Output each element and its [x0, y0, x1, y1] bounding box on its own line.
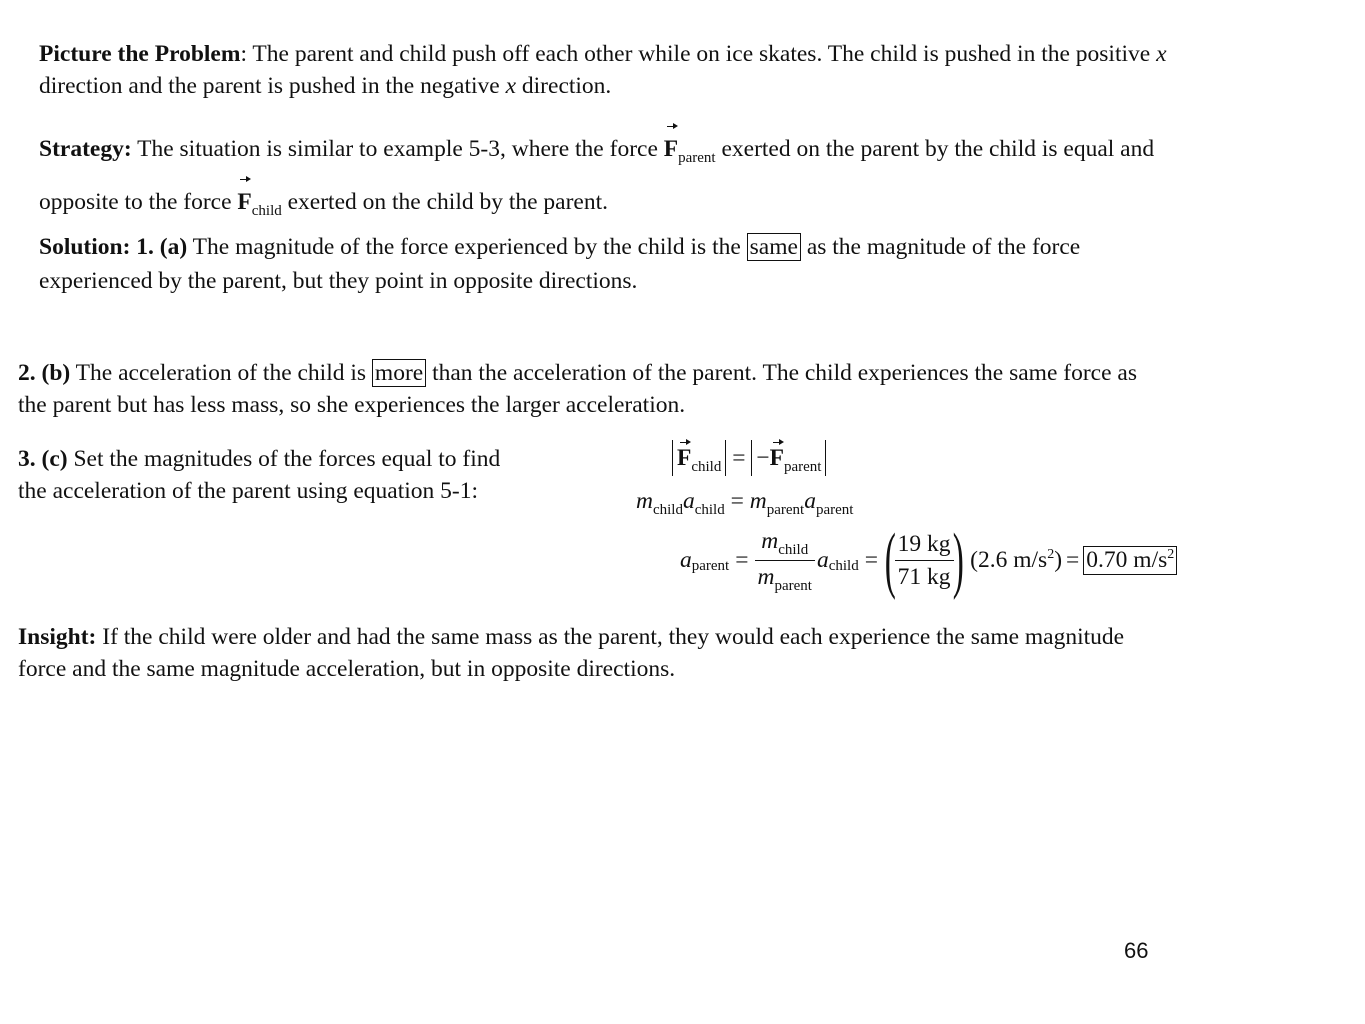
subscript-child: child [694, 502, 725, 518]
solution-paragraph [39, 230, 1349, 298]
mass-ratio-fraction [755, 527, 815, 594]
part-c-text-1: Set the magnitudes of the forces equal to find [67, 446, 501, 472]
acceleration-symbol: a [682, 488, 695, 514]
answer-box-same: same [747, 233, 801, 261]
fraction-denominator: 71 kg [897, 563, 951, 590]
subscript-parent: parent [678, 150, 716, 166]
page-number: 66 [1124, 938, 1149, 963]
mass-symbol: m [757, 563, 775, 590]
mass-symbol: m [761, 527, 779, 554]
result-value: 0.70 m/s [1086, 546, 1168, 573]
insight-label: Insight: [18, 624, 97, 650]
subscript-child: child [251, 203, 282, 219]
subscript-parent: parent [774, 577, 812, 594]
subscript-child: child [778, 541, 809, 558]
force-child-vector: F [677, 440, 691, 476]
subscript-parent: parent [784, 459, 822, 475]
insight-text-2: force and the same magnitude acceleration, but in opposite directions. [18, 656, 676, 682]
subscript-parent: parent [766, 502, 805, 518]
strategy-text-3: opposite to the force [39, 189, 238, 215]
force-parent-vector: F [770, 440, 784, 476]
strategy-text-1: The situation is similar to example 5-3, where the force [131, 136, 664, 162]
var-x: x [1156, 41, 1167, 67]
strategy-text-4: exerted on the child by the parent. [281, 189, 609, 215]
minus-sign: − [756, 445, 770, 471]
acceleration-symbol: a [804, 488, 816, 514]
strategy-label: Strategy: [39, 136, 132, 162]
mass-symbol: m [749, 488, 767, 514]
strategy-text-2: exerted on the parent by the child is equal and [715, 136, 1155, 162]
equals-sign: = [732, 445, 746, 471]
picture-problem-text-2: direction and the parent is pushed in the negative [39, 73, 506, 99]
force-parent-vector: F [664, 124, 678, 174]
part-b-paragraph [18, 357, 1348, 421]
var-x: x [505, 73, 517, 99]
strategy-paragraph [39, 124, 1349, 230]
subscript-child: child [691, 459, 722, 475]
acceleration-symbol: a [680, 546, 692, 573]
close-paren: ) [1054, 546, 1063, 573]
picture-problem-text-3: direction. [516, 73, 612, 99]
subscript-parent: parent [691, 557, 730, 574]
fraction-numerator [755, 527, 815, 561]
abs-force-parent [751, 440, 826, 476]
mass-symbol: m [636, 488, 653, 514]
left-paren: ( [884, 519, 896, 601]
equals-sign: = [1066, 546, 1080, 573]
given-acceleration-value: (2.6 m/s [970, 546, 1048, 573]
solution-label: Solution: 1. (a) [39, 234, 188, 260]
fraction-denominator [755, 561, 815, 594]
equals-sign: = [735, 546, 749, 573]
exponent: 2 [1047, 546, 1055, 562]
part-b-text-2: than the acceleration of the parent. The child experiences the same force as [426, 360, 1137, 386]
solution-text-1: The magnitude of the force experienced by the child is the [187, 234, 747, 260]
equals-sign: = [864, 546, 878, 573]
mass-values-fraction [895, 530, 954, 591]
part-b-text-1: The acceleration of the child is [70, 360, 372, 386]
insight-text-1: If the child were older and had the same mass as the parent, they would each experience the same magnitude [96, 624, 1125, 650]
part-c-label: 3. (c) [18, 446, 68, 472]
result-box [1083, 546, 1177, 575]
subscript-child: child [652, 502, 683, 518]
equation-force-magnitudes [672, 440, 826, 476]
solution-text-2: as the magnitude of the force [800, 234, 1081, 260]
subscript-child: child [828, 557, 859, 574]
picture-problem-paragraph [39, 38, 1349, 102]
abs-force-child [672, 440, 726, 476]
exponent: 2 [1167, 546, 1175, 562]
fraction-numerator: 19 kg [895, 530, 954, 561]
given-acceleration [970, 547, 1062, 574]
force-child-vector: F [237, 177, 251, 227]
subscript-parent: parent [815, 502, 854, 518]
right-paren: ) [952, 519, 964, 601]
equation-parent-acceleration [680, 518, 1177, 602]
part-c-text-2: the acceleration of the parent using equation 5-1: [18, 478, 479, 504]
answer-box-more: more [372, 359, 426, 387]
equation-newton-second-law [636, 488, 854, 518]
insight-paragraph [18, 621, 1348, 685]
picture-problem-text-1: : The parent and child push off each other while on ice skates. The child is pushed in the positive [240, 41, 1157, 67]
equals-sign: = [730, 488, 744, 514]
part-c-paragraph [18, 443, 618, 507]
acceleration-symbol: a [816, 546, 829, 573]
part-b-text-3: the parent but has less mass, so she experiences the larger acceleration. [18, 392, 686, 418]
picture-problem-label: Picture the Problem [39, 41, 241, 67]
solution-text-3: experienced by the parent, but they point in opposite directions. [39, 268, 638, 294]
part-b-label: 2. (b) [18, 360, 71, 386]
